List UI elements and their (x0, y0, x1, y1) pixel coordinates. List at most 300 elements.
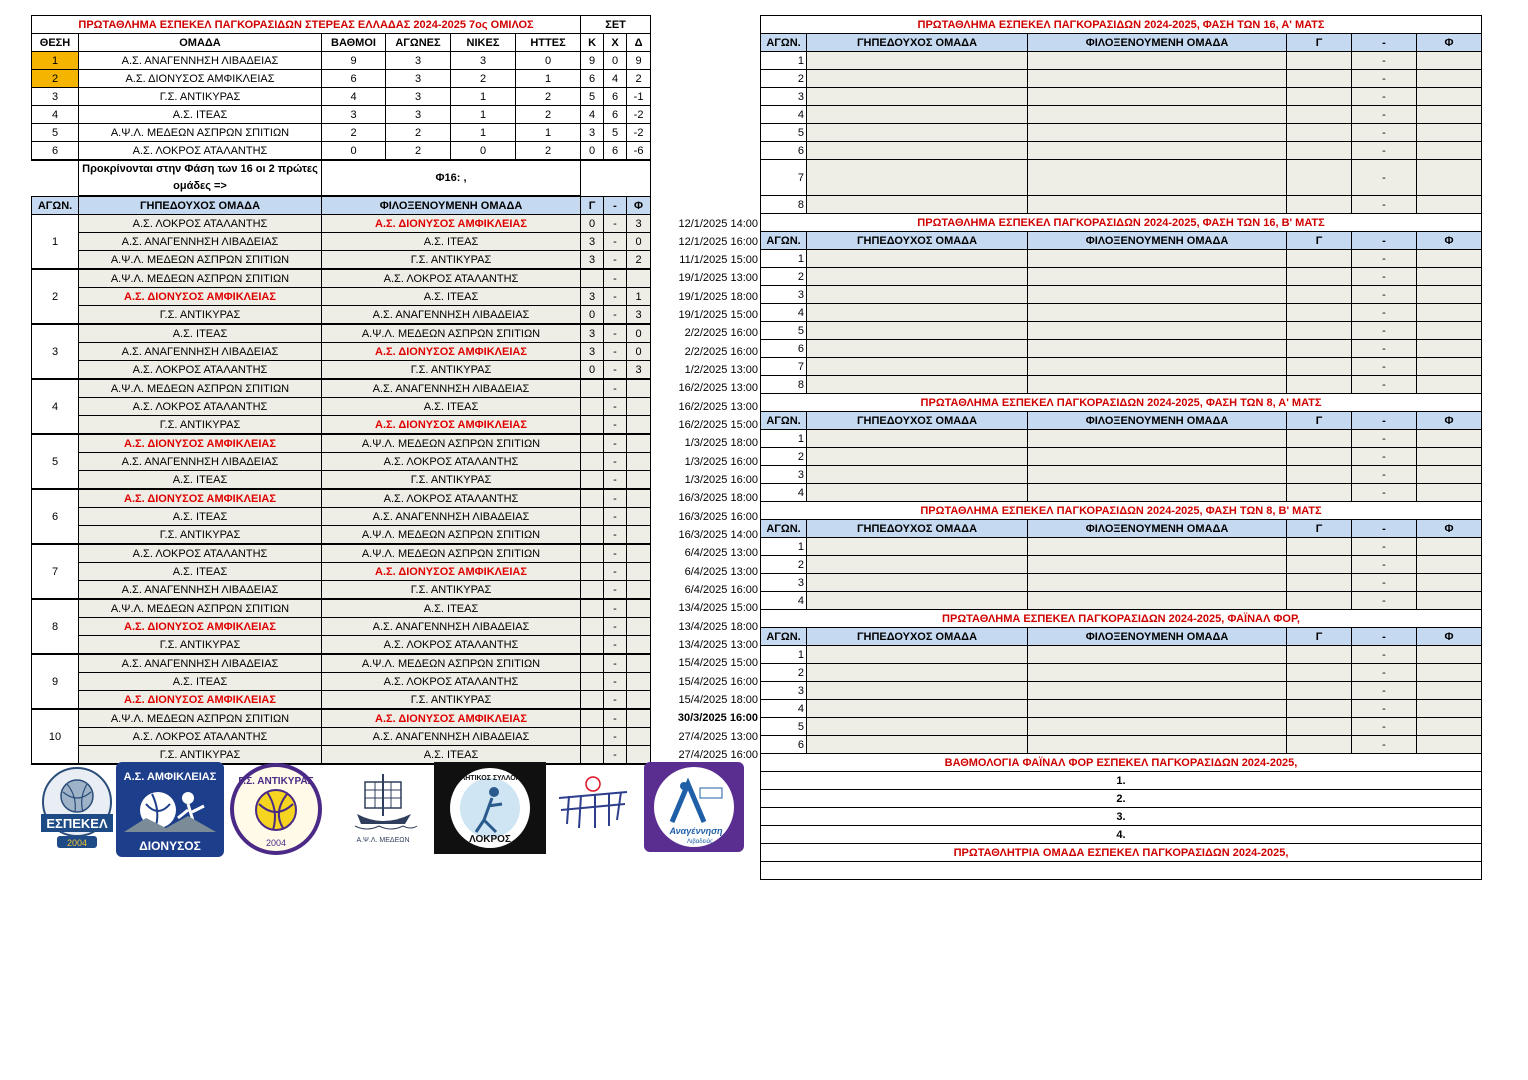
standings-cell-team: Α.Σ. ΙΤΕΑΣ (79, 106, 322, 124)
standings-cell-team: Α.Σ. ΛΟΚΡΟΣ ΑΤΑΛΑΝΤΗΣ (79, 142, 322, 161)
home-team: Γ.Σ. ΑΝΤΙΚΥΡΑΣ (79, 306, 322, 325)
home-team: Α.Ψ.Λ. ΜΕΔΕΩΝ ΑΣΠΡΩΝ ΣΠΙΤΙΩΝ (79, 379, 322, 398)
phase-match-row (761, 592, 1482, 610)
score-away: 1 (627, 288, 651, 306)
score-away: 0 (627, 233, 651, 251)
away-team: Α.Σ. ΑΝΑΓΕΝΝΗΣΗ ΛΙΒΑΔΕΙΑΣ (322, 508, 581, 526)
set-header: ΣΕΤ (581, 16, 651, 34)
phase-score-sep: - (1352, 88, 1417, 106)
phase-header-row (761, 412, 1482, 430)
match-row (32, 526, 651, 545)
phase-match-number: 7 (761, 160, 807, 196)
champion-title: ΠΡΩΤΑΘΛΗΤΡΙΑ ΟΜΑΔΑ ΕΣΠΕΚΕΛ ΠΑΓΚΟΡΑΣΙΔΩΝ 2024-2025, (761, 844, 1482, 862)
standings-cell-pos: 1 (32, 52, 79, 70)
phase-away-team (1028, 52, 1287, 70)
match-row (32, 544, 651, 563)
phase-match-number: 3 (761, 88, 807, 106)
match-date: 1/3/2025 16:00 (684, 455, 758, 468)
phase-home-team (807, 358, 1028, 376)
score-home (581, 581, 604, 600)
standings-cell-k: 0 (581, 142, 604, 161)
phase-score-sep: - (1352, 142, 1417, 160)
antikyra-logo (223, 762, 329, 857)
svg-text:ΑΘΛΗΤΙΚΟΣ ΣΥΛΛΟΓΟΣ: ΑΘΛΗΤΙΚΟΣ ΣΥΛΛΟΓΟΣ (450, 775, 530, 782)
score-away (627, 526, 651, 545)
phase-score-home (1287, 430, 1352, 448)
phase-away-team (1028, 124, 1287, 142)
phase-score-home (1287, 484, 1352, 502)
score-away (627, 636, 651, 655)
phase-header-row (761, 520, 1482, 538)
score-sep: - (604, 215, 627, 233)
standings-cell-d: -6 (627, 142, 651, 161)
score-sep: - (604, 361, 627, 380)
match-row (32, 673, 651, 691)
phase-match-row (761, 466, 1482, 484)
standings-cell-pos: 5 (32, 124, 79, 142)
score-away: 3 (627, 306, 651, 325)
match-row (32, 343, 651, 361)
final-four-ranking-row (761, 808, 1482, 826)
standings-row (32, 142, 651, 161)
score-home (581, 398, 604, 416)
phase-match-row (761, 88, 1482, 106)
schedule-table (31, 196, 651, 765)
phase-match-row (761, 538, 1482, 556)
home-team: Α.Ψ.Λ. ΜΕΔΕΩΝ ΑΣΠΡΩΝ ΣΠΙΤΙΩΝ (79, 709, 322, 728)
phase-score-sep: - (1352, 718, 1417, 736)
phase-score-away (1417, 718, 1482, 736)
standings-cell-k: 5 (581, 88, 604, 106)
match-date: 6/4/2025 13:00 (684, 547, 758, 559)
phase-score-home (1287, 358, 1352, 376)
score-sep: - (604, 746, 627, 765)
standings-cell-games: 3 (386, 106, 451, 124)
match-row (32, 618, 651, 636)
standings-row (32, 106, 651, 124)
match-date: 2/2/2025 16:00 (684, 327, 758, 339)
phase-match-number: 4 (761, 484, 807, 502)
svg-text:Α.Σ. ΑΜΦΙΚΛΕΙΑΣ: Α.Σ. ΑΜΦΙΚΛΕΙΑΣ (123, 771, 217, 783)
home-team: Α.Σ. ΔΙΟΝΥΣΟΣ ΑΜΦΙΚΛΕΙΑΣ (79, 618, 322, 636)
score-home: 0 (581, 306, 604, 325)
phase-away-team (1028, 664, 1287, 682)
phase-col-header: Φ (1417, 412, 1482, 430)
score-sep: - (604, 251, 627, 270)
svg-text:Α.Ψ.Λ. ΜΕΔΕΩΝ: Α.Ψ.Λ. ΜΕΔΕΩΝ (356, 837, 410, 844)
score-sep: - (604, 398, 627, 416)
away-team: Α.Σ. ΛΟΚΡΟΣ ΑΤΑΛΑΝΤΗΣ (322, 673, 581, 691)
phase-match-row (761, 700, 1482, 718)
standings-col-header: Δ (627, 34, 651, 52)
away-team: Α.Σ. ΔΙΟΝΥΣΟΣ ΑΜΦΙΚΛΕΙΑΣ (322, 416, 581, 435)
standings-cell-pts: 9 (322, 52, 386, 70)
phase-match-row (761, 358, 1482, 376)
phase-col-header: ΓΗΠΕΔΟΥΧΟΣ ΟΜΑΔΑ (807, 34, 1028, 52)
away-team: Α.Σ. ΑΝΑΓΕΝΝΗΣΗ ΛΙΒΑΔΕΙΑΣ (322, 379, 581, 398)
standings-cell-d: -2 (627, 106, 651, 124)
phase-score-home (1287, 70, 1352, 88)
phase-col-header: Φ (1417, 232, 1482, 250)
round-number: 6 (32, 489, 79, 544)
phase-away-team (1028, 70, 1287, 88)
phase-match-row (761, 340, 1482, 358)
phase-score-sep: - (1352, 268, 1417, 286)
score-away (627, 709, 651, 728)
standings-table (31, 15, 651, 196)
phase-score-sep: - (1352, 484, 1417, 502)
standings-cell-pts: 4 (322, 88, 386, 106)
round-number: 9 (32, 654, 79, 709)
score-away (627, 673, 651, 691)
phase-col-header: - (1352, 34, 1417, 52)
score-home (581, 526, 604, 545)
phase-score-home (1287, 556, 1352, 574)
standings-cell-x: 6 (604, 88, 627, 106)
phase-score-away (1417, 106, 1482, 124)
standings-col-header: ΘΕΣΗ (32, 34, 79, 52)
phase-score-away (1417, 448, 1482, 466)
phase-away-team (1028, 340, 1287, 358)
score-away (627, 691, 651, 710)
phase-match-row (761, 322, 1482, 340)
phase-away-team (1028, 250, 1287, 268)
away-team: Γ.Σ. ΑΝΤΙΚΥΡΑΣ (322, 471, 581, 490)
score-sep: - (604, 654, 627, 673)
phase-score-home (1287, 574, 1352, 592)
score-sep: - (604, 636, 627, 655)
home-team: Α.Σ. ΛΟΚΡΟΣ ΑΤΑΛΑΝΤΗΣ (79, 215, 322, 233)
phase-home-team (807, 646, 1028, 664)
score-sep: - (604, 434, 627, 453)
phase-away-team (1028, 286, 1287, 304)
standings-cell-x: 6 (604, 142, 627, 161)
phase-away-team (1028, 448, 1287, 466)
round-number: 4 (32, 379, 79, 434)
phase-col-header: ΓΗΠΕΔΟΥΧΟΣ ΟΜΑΔΑ (807, 412, 1028, 430)
match-date: 2/2/2025 16:00 (684, 345, 758, 358)
match-row (32, 233, 651, 251)
score-home: 3 (581, 251, 604, 270)
score-home (581, 379, 604, 398)
phase-score-away (1417, 736, 1482, 754)
away-team: Γ.Σ. ΑΝΤΙΚΥΡΑΣ (322, 361, 581, 380)
phase-col-header: - (1352, 628, 1417, 646)
phase-match-number: 2 (761, 70, 807, 88)
score-away (627, 453, 651, 471)
phase-home-team (807, 718, 1028, 736)
iteas-logo (551, 762, 635, 857)
phase-home-team (807, 124, 1028, 142)
score-home (581, 709, 604, 728)
phase-away-team (1028, 376, 1287, 394)
match-date: 16/3/2025 14:00 (678, 528, 758, 541)
qualify-row (32, 160, 651, 196)
phase-match-number: 2 (761, 556, 807, 574)
phase-title: ΠΡΩΤΑΘΛΗΜΑ ΕΣΠΕΚΕΛ ΠΑΓΚΟΡΑΣΙΔΩΝ 2024-2025, ΦΑΣΗ ΤΩΝ 16, Α' ΜΑΤΣ (761, 16, 1482, 34)
svg-text:ΔΙΟΝΥΣΟΣ: ΔΙΟΝΥΣΟΣ (139, 839, 201, 853)
phase-score-home (1287, 52, 1352, 70)
score-away: 0 (627, 324, 651, 343)
standings-cell-losses: 1 (516, 70, 581, 88)
phase-score-sep: - (1352, 286, 1417, 304)
match-date: 6/4/2025 16:00 (684, 583, 758, 596)
score-away (627, 728, 651, 746)
home-team: Α.Σ. ΛΟΚΡΟΣ ΑΤΑΛΑΝΤΗΣ (79, 728, 322, 746)
phase-score-sep: - (1352, 376, 1417, 394)
score-sep: - (604, 288, 627, 306)
score-away (627, 416, 651, 435)
standings-col-header: Χ (604, 34, 627, 52)
phase-home-team (807, 340, 1028, 358)
phase-score-sep: - (1352, 574, 1417, 592)
phase-score-away (1417, 484, 1482, 502)
phase-score-sep: - (1352, 538, 1417, 556)
score-home (581, 434, 604, 453)
espekel-logo (37, 762, 117, 857)
phase-match-number: 2 (761, 664, 807, 682)
match-date: 13/4/2025 18:00 (678, 620, 758, 633)
phase-score-sep: - (1352, 52, 1417, 70)
away-team: Α.Σ. ΛΟΚΡΟΣ ΑΤΑΛΑΝΤΗΣ (322, 269, 581, 288)
score-away: 0 (627, 343, 651, 361)
score-home (581, 416, 604, 435)
match-row (32, 379, 651, 398)
phase-score-sep: - (1352, 646, 1417, 664)
standings-cell-pts: 3 (322, 106, 386, 124)
away-team: Α.Σ. ΛΟΚΡΟΣ ΑΤΑΛΑΝΤΗΣ (322, 489, 581, 508)
schedule-col-header: ΦΙΛΟΞΕΝΟΥΜΕΝΗ ΟΜΑΔΑ (322, 197, 581, 215)
phase-home-team (807, 322, 1028, 340)
phase-home-team (807, 304, 1028, 322)
phase-home-team (807, 700, 1028, 718)
match-row (32, 691, 651, 710)
match-date: 11/1/2025 15:00 (679, 253, 758, 266)
phase-score-home (1287, 448, 1352, 466)
score-home (581, 636, 604, 655)
phase-score-sep: - (1352, 664, 1417, 682)
score-sep: - (604, 728, 627, 746)
score-home (581, 618, 604, 636)
phase-score-sep: - (1352, 682, 1417, 700)
qualify-value: Φ16: , (322, 160, 581, 196)
standings-cell-pos: 4 (32, 106, 79, 124)
phase-score-away (1417, 340, 1482, 358)
score-away (627, 599, 651, 618)
away-team: Α.Σ. ΔΙΟΝΥΣΟΣ ΑΜΦΙΚΛΕΙΑΣ (322, 709, 581, 728)
phase-match-number: 3 (761, 682, 807, 700)
phase-score-home (1287, 682, 1352, 700)
phase-match-number: 4 (761, 592, 807, 610)
standings-cell-wins: 1 (451, 124, 516, 142)
phase-col-header: ΑΓΩΝ. (761, 412, 807, 430)
match-row (32, 269, 651, 288)
phase-col-header: Γ (1287, 520, 1352, 538)
phase-score-home (1287, 700, 1352, 718)
score-home (581, 471, 604, 490)
standings-cell-wins: 0 (451, 142, 516, 161)
phase-score-sep: - (1352, 448, 1417, 466)
phase-home-team (807, 160, 1028, 196)
phase-score-away (1417, 646, 1482, 664)
match-date: 1/3/2025 18:00 (684, 437, 758, 449)
away-team: Α.Σ. ΛΟΚΡΟΣ ΑΤΑΛΑΝΤΗΣ (322, 636, 581, 655)
phase-title-row (761, 16, 1482, 34)
standings-cell-pos: 2 (32, 70, 79, 88)
phase-score-home (1287, 268, 1352, 286)
phase-score-sep: - (1352, 106, 1417, 124)
phase-score-away (1417, 70, 1482, 88)
score-sep: - (604, 269, 627, 288)
home-team: Α.Σ. ΔΙΟΝΥΣΟΣ ΑΜΦΙΚΛΕΙΑΣ (79, 489, 322, 508)
phase-match-row (761, 268, 1482, 286)
phase-away-team (1028, 574, 1287, 592)
knockout-table (760, 15, 1482, 880)
phase-score-away (1417, 430, 1482, 448)
home-team: Γ.Σ. ΑΝΤΙΚΥΡΑΣ (79, 636, 322, 655)
home-team: Γ.Σ. ΑΝΤΙΚΥΡΑΣ (79, 746, 322, 765)
phase-away-team (1028, 538, 1287, 556)
phase-score-away (1417, 592, 1482, 610)
phase-score-sep: - (1352, 358, 1417, 376)
phase-col-header: - (1352, 520, 1417, 538)
phase-score-sep: - (1352, 304, 1417, 322)
phase-col-header: ΦΙΛΟΞΕΝΟΥΜΕΝΗ ΟΜΑΔΑ (1028, 628, 1287, 646)
match-date: 16/3/2025 16:00 (678, 510, 758, 523)
away-team: Α.Ψ.Λ. ΜΕΔΕΩΝ ΑΣΠΡΩΝ ΣΠΙΤΙΩΝ (322, 654, 581, 673)
home-team: Α.Σ. ΙΤΕΑΣ (79, 324, 322, 343)
qualify-note: Προκρίνονται στην Φάση των 16 οι 2 πρώτες ομάδες => (79, 160, 322, 196)
away-team: Α.Σ. ΑΝΑΓΕΝΝΗΣΗ ΛΙΒΑΔΕΙΑΣ (322, 618, 581, 636)
svg-text:ΛΟΚΡΟΣ: ΛΟΚΡΟΣ (469, 834, 511, 845)
phase-score-home (1287, 664, 1352, 682)
score-away (627, 269, 651, 288)
score-home (581, 269, 604, 288)
score-away (627, 581, 651, 600)
svg-text:ΕΣΠΕΚΕΛ: ΕΣΠΕΚΕΛ (46, 816, 108, 831)
standings-row (32, 52, 651, 70)
match-date: 27/4/2025 16:00 (678, 748, 758, 761)
phase-match-row (761, 430, 1482, 448)
match-date: 19/1/2025 13:00 (678, 272, 758, 284)
phase-score-home (1287, 286, 1352, 304)
knockout-sheet (760, 15, 1481, 880)
round-number: 8 (32, 599, 79, 654)
match-row (32, 215, 651, 233)
schedule-col-header: ΓΗΠΕΔΟΥΧΟΣ ΟΜΑΔΑ (79, 197, 322, 215)
score-sep: - (604, 526, 627, 545)
home-team: Α.Σ. ΑΝΑΓΕΝΝΗΣΗ ΛΙΒΑΔΕΙΑΣ (79, 453, 322, 471)
qualify-blank (32, 160, 79, 196)
standings-cell-losses: 0 (516, 52, 581, 70)
away-team: Α.Σ. ΙΤΕΑΣ (322, 288, 581, 306)
phase-match-number: 6 (761, 736, 807, 754)
phase-match-row (761, 70, 1482, 88)
standings-cell-losses: 1 (516, 124, 581, 142)
standings-cell-x: 0 (604, 52, 627, 70)
home-team: Α.Σ. ΔΙΟΝΥΣΟΣ ΑΜΦΙΚΛΕΙΑΣ (79, 691, 322, 710)
phase-score-home (1287, 538, 1352, 556)
match-date: 1/2/2025 13:00 (684, 363, 758, 376)
phase-col-header: - (1352, 232, 1417, 250)
phase-away-team (1028, 358, 1287, 376)
phase-away-team (1028, 142, 1287, 160)
phase-col-header: Φ (1417, 520, 1482, 538)
match-date: 15/4/2025 18:00 (678, 693, 758, 706)
phase-away-team (1028, 160, 1287, 196)
phase-match-number: 8 (761, 196, 807, 214)
score-home (581, 453, 604, 471)
phase-col-header: Φ (1417, 34, 1482, 52)
match-date: 16/2/2025 13:00 (678, 400, 758, 413)
home-team: Α.Σ. ΛΟΚΡΟΣ ΑΤΑΛΑΝΤΗΣ (79, 544, 322, 563)
phase-away-team (1028, 466, 1287, 484)
home-team: Α.Σ. ΙΤΕΑΣ (79, 563, 322, 581)
final-four-ranking-row (761, 772, 1482, 790)
score-sep: - (604, 709, 627, 728)
standings-cell-pts: 2 (322, 124, 386, 142)
standings-row (32, 124, 651, 142)
score-home (581, 489, 604, 508)
standings-cell-games: 3 (386, 88, 451, 106)
round-number: 1 (32, 215, 79, 270)
phase-score-away (1417, 322, 1482, 340)
phase-score-home (1287, 736, 1352, 754)
score-sep: - (604, 508, 627, 526)
match-date: 15/4/2025 16:00 (678, 675, 758, 688)
phase-score-away (1417, 142, 1482, 160)
standings-cell-x: 6 (604, 106, 627, 124)
phase-home-team (807, 466, 1028, 484)
home-team: Α.Σ. ΑΝΑΓΕΝΝΗΣΗ ΛΙΒΑΔΕΙΑΣ (79, 343, 322, 361)
phase-score-away (1417, 88, 1482, 106)
score-home (581, 654, 604, 673)
phase-score-away (1417, 286, 1482, 304)
phase-score-home (1287, 322, 1352, 340)
standings-title-row (32, 16, 651, 34)
phase-match-number: 6 (761, 142, 807, 160)
standings-cell-d: 9 (627, 52, 651, 70)
phase-away-team (1028, 556, 1287, 574)
phase-score-away (1417, 250, 1482, 268)
phase-col-header: ΑΓΩΝ. (761, 34, 807, 52)
phase-away-team (1028, 646, 1287, 664)
phase-match-row (761, 448, 1482, 466)
phase-score-home (1287, 124, 1352, 142)
match-row (32, 581, 651, 600)
phase-match-row (761, 106, 1482, 124)
phase-match-row (761, 124, 1482, 142)
score-sep: - (604, 343, 627, 361)
phase-away-team (1028, 736, 1287, 754)
phase-match-number: 4 (761, 304, 807, 322)
phase-home-team (807, 52, 1028, 70)
group-sheet (31, 15, 650, 765)
score-home (581, 544, 604, 563)
home-team: Α.Σ. ΑΝΑΓΕΝΝΗΣΗ ΛΙΒΑΔΕΙΑΣ (79, 233, 322, 251)
standings-cell-wins: 2 (451, 70, 516, 88)
phase-title-row (761, 214, 1482, 232)
phase-match-row (761, 160, 1482, 196)
phase-header-row (761, 34, 1482, 52)
score-sep: - (604, 489, 627, 508)
home-team: Γ.Σ. ΑΝΤΙΚΥΡΑΣ (79, 526, 322, 545)
standings-col-header: Κ (581, 34, 604, 52)
home-team: Α.Ψ.Λ. ΜΕΔΕΩΝ ΑΣΠΡΩΝ ΣΠΙΤΙΩΝ (79, 599, 322, 618)
away-team: Α.Ψ.Λ. ΜΕΔΕΩΝ ΑΣΠΡΩΝ ΣΠΙΤΙΩΝ (322, 324, 581, 343)
phase-match-number: 8 (761, 376, 807, 394)
standings-col-header: ΗΤΤΕΣ (516, 34, 581, 52)
